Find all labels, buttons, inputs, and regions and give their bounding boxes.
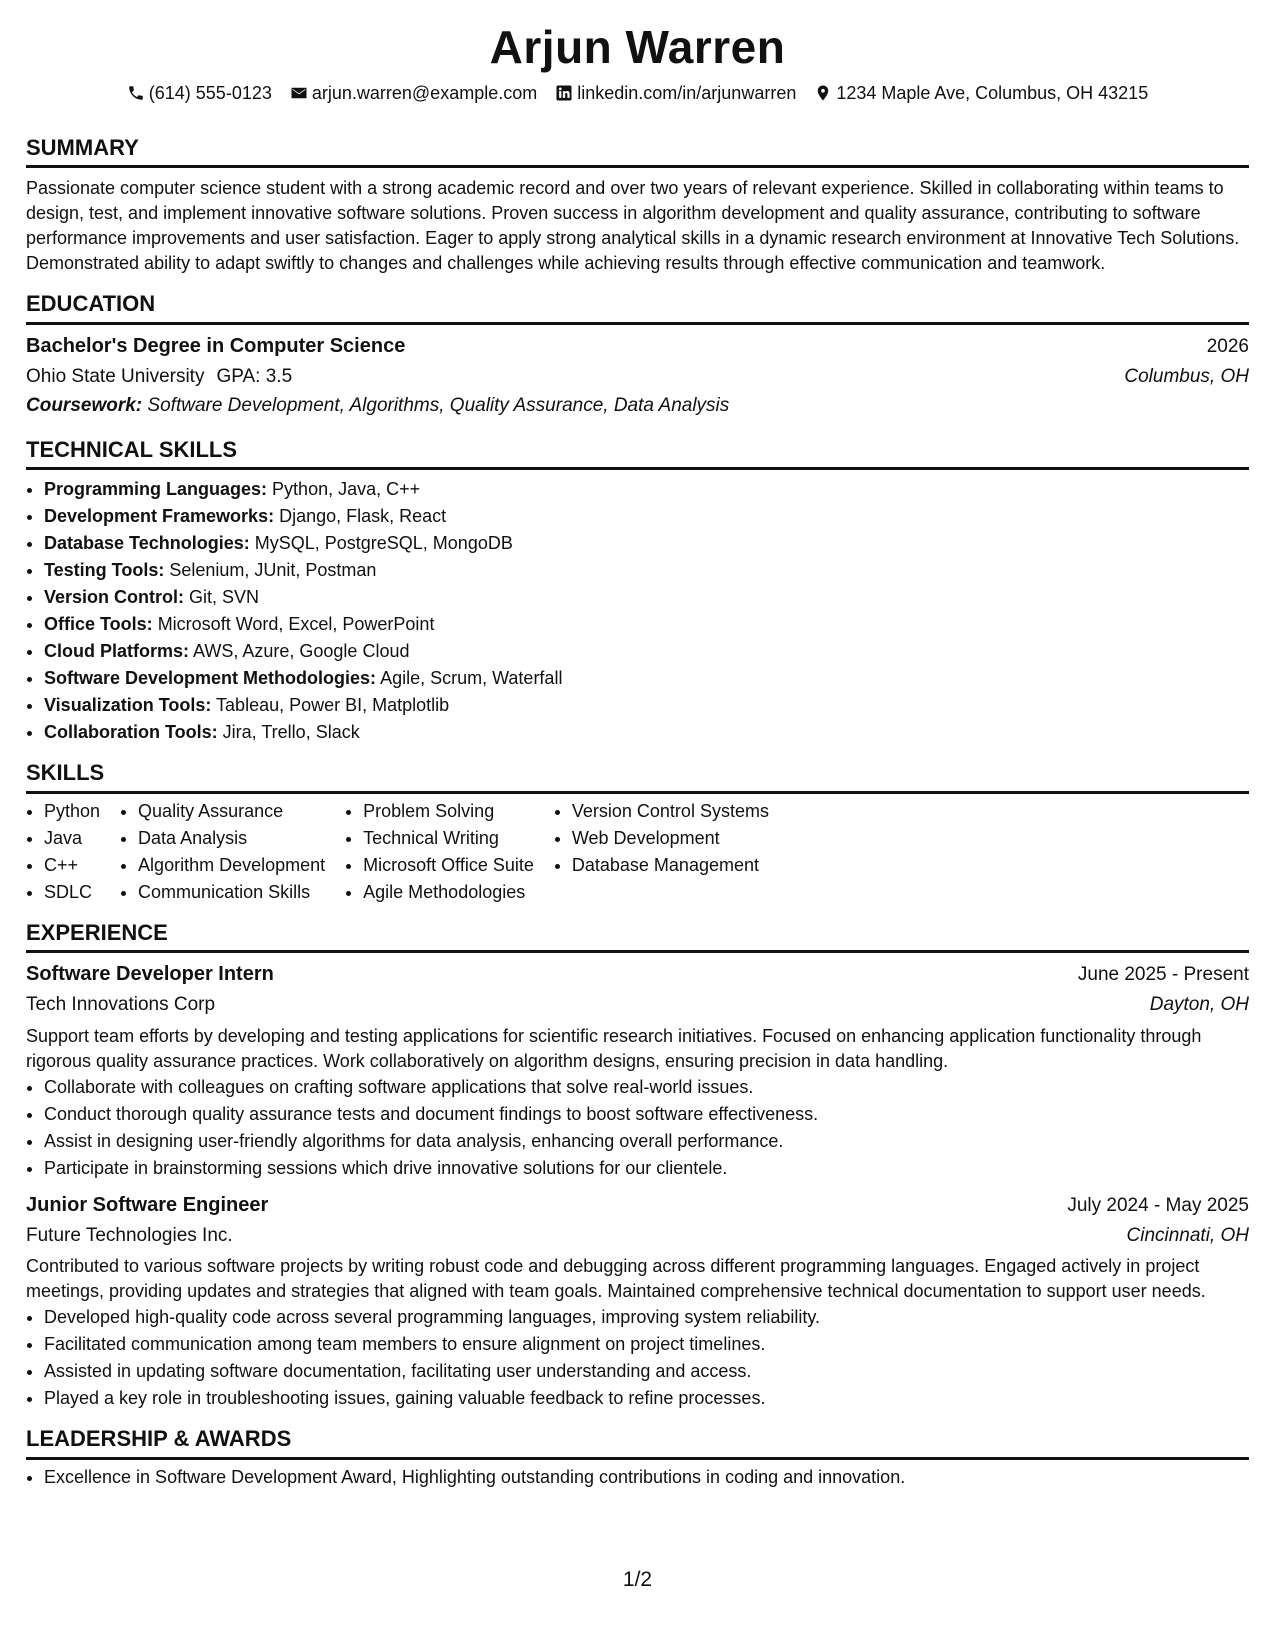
skill-category: Version Control:	[44, 587, 185, 608]
job-dates: July 2024 - May 2025	[1067, 1194, 1249, 1216]
list-item: • Problem Solving	[363, 798, 534, 825]
skill-values: Python, Java, C++	[272, 479, 421, 500]
job-location: Cincinnati, OH	[1126, 1224, 1249, 1246]
list-item: • Microsoft Office Suite	[363, 852, 534, 879]
list-item: • Version Control Systems	[572, 798, 769, 825]
skill-values: Git, SVN	[189, 587, 260, 608]
skill-values: MySQL, PostgreSQL, MongoDB	[254, 533, 513, 554]
school-location: Columbus, OH	[1124, 365, 1249, 387]
skill-category: Office Tools:	[44, 614, 153, 635]
job-bullets	[26, 1304, 1249, 1412]
list-item: • Quality Assurance	[138, 798, 325, 825]
school-name: Ohio State University	[26, 365, 205, 387]
skills-section	[26, 760, 1249, 905]
list-item: • Assisted in updating software documentation, facilitating user understanding and access.	[44, 1358, 1249, 1385]
technical-skills-list	[26, 476, 1249, 746]
phone-text: (614) 555-0123	[148, 82, 272, 103]
list-item	[44, 638, 1249, 665]
list-item: • Played a key role in troubleshooting issues, gaining valuable feedback to refine processes.	[44, 1385, 1249, 1412]
job-header-row	[26, 961, 1249, 988]
coursework-list: Software Development, Algorithms, Quality Assurance, Data Analysis	[147, 395, 730, 417]
list-item	[44, 611, 1249, 638]
skill-category: Testing Tools:	[44, 560, 165, 581]
list-item: • Java	[44, 825, 100, 852]
job-location: Dayton, OH	[1149, 994, 1249, 1016]
list-item	[44, 557, 1249, 584]
list-item	[44, 584, 1249, 611]
skills-heading: SKILLS	[26, 760, 1249, 793]
skill-category: Database Technologies:	[44, 533, 250, 554]
job-description: Support team efforts by developing and testing applications for scientific research initiatives. Focused on enhancing application functionality through rigorous quality assurance practices. Work collaboratively on algorithm designs, ensuring precision in data handling.	[26, 1025, 1202, 1071]
list-item: • Facilitated communication among team members to ensure alignment on project timelines.	[44, 1331, 1249, 1358]
skill-category: Visualization Tools:	[44, 695, 212, 716]
address-text: 1234 Maple Ave, Columbus, OH 43215	[836, 82, 1149, 103]
list-item: • Technical Writing	[363, 825, 534, 852]
technical-skills-heading: TECHNICAL SKILLS	[26, 437, 1249, 470]
contact-bar	[26, 81, 1249, 105]
list-item	[44, 530, 1249, 557]
leadership-heading: LEADERSHIP & AWARDS	[26, 1426, 1249, 1459]
list-item: • C++	[44, 852, 100, 879]
email-text[interactable]: arjun.warren@example.com	[311, 82, 538, 103]
list-item: • Assist in designing user-friendly algorithms for data analysis, enhancing overall performance.	[44, 1128, 1249, 1155]
coursework-label: Coursework:	[26, 395, 143, 417]
list-item	[44, 665, 1249, 692]
job-company: Tech Innovations Corp	[26, 994, 216, 1016]
graduation-year: 2026	[1206, 335, 1249, 357]
coursework	[26, 393, 1249, 419]
job-sub-row	[26, 992, 1249, 1018]
summary-text: Passionate computer science student with a strong academic record and over two years of relevant experience. Skilled in collaborating within teams to design, test, and implement innovative software solutions. Proven success in algorithm development and quality assurance, contributing to software performance improvements and user satisfaction. Eager to apply strong analytical skills in a dynamic research environment at Innovative Tech Solutions. Demonstrated ability to adapt swiftly to changes and challenges while achieving results through effective communication and teamwork.	[26, 178, 1240, 274]
skills-column	[345, 798, 534, 906]
list-item: • SDLC	[44, 879, 100, 906]
page-number: 1/2	[622, 1568, 653, 1591]
linkedin-icon	[555, 84, 573, 102]
resume-page	[26, 0, 1249, 1650]
list-item: • Developed high-quality code across several programming languages, improving system reliability.	[44, 1304, 1249, 1331]
skill-category: Development Frameworks:	[44, 506, 275, 527]
skill-category: Collaboration Tools:	[44, 722, 218, 743]
skill-values: Jira, Trello, Slack	[222, 722, 360, 743]
experience-heading: EXPERIENCE	[26, 920, 1249, 953]
list-item: • Python	[44, 798, 100, 825]
list-item: • Conduct thorough quality assurance tests and document findings to boost software effectiveness.	[44, 1101, 1249, 1128]
list-item: • Data Analysis	[138, 825, 325, 852]
job-bullets	[26, 1074, 1249, 1182]
summary-heading: SUMMARY	[26, 135, 1249, 168]
list-item: • Database Management	[572, 852, 769, 879]
leadership-list	[26, 1464, 1249, 1491]
gpa: GPA: 3.5	[216, 365, 293, 387]
list-item	[44, 503, 1249, 530]
list-item: • Communication Skills	[138, 879, 325, 906]
job-sub-row	[26, 1223, 1249, 1249]
skill-values: Selenium, JUnit, Postman	[169, 560, 377, 581]
contact-linkedin[interactable]	[555, 81, 796, 105]
list-item: • Participate in brainstorming sessions which drive innovative solutions for our clientele.	[44, 1155, 1249, 1182]
job-role: Junior Software Engineer	[26, 1193, 269, 1216]
degree: Bachelor's Degree in Computer Science	[26, 334, 406, 357]
technical-skills-section	[26, 437, 1249, 746]
skill-values: Agile, Scrum, Waterfall	[380, 668, 563, 689]
envelope-icon	[290, 84, 308, 102]
contact-phone	[127, 81, 272, 105]
skill-category: Cloud Platforms:	[44, 641, 190, 662]
education-section	[26, 291, 1249, 419]
school-line	[26, 364, 292, 390]
job-entry	[26, 1192, 1249, 1413]
skill-values: AWS, Azure, Google Cloud	[193, 641, 410, 662]
list-item: • Agile Methodologies	[363, 879, 534, 906]
phone-icon	[127, 84, 145, 102]
skill-values: Tableau, Power BI, Matplotlib	[216, 695, 450, 716]
education-heading: EDUCATION	[26, 291, 1249, 324]
skills-column	[554, 798, 769, 906]
candidate-name: Arjun Warren	[489, 21, 786, 73]
skills-column	[26, 798, 100, 906]
skill-category: Programming Languages:	[44, 479, 268, 500]
job-description: Contributed to various software projects by writing robust code and debugging across different programming languages. Engaged actively in project meetings, providing updates and strategies that aligned with team goals. Maintained comprehensive technical documentation to support user needs.	[26, 1256, 1206, 1302]
job-company: Future Technologies Inc.	[26, 1224, 233, 1246]
linkedin-text[interactable]: linkedin.com/in/arjunwarren	[577, 82, 797, 103]
contact-email[interactable]	[290, 81, 537, 105]
skills-column	[120, 798, 325, 906]
list-item: • Algorithm Development	[138, 852, 325, 879]
skill-values: Django, Flask, React	[279, 506, 447, 527]
job-entry	[26, 961, 1249, 1182]
list-item: • Web Development	[572, 825, 769, 852]
skill-category: Software Development Methodologies:	[44, 668, 377, 689]
job-dates: June 2025 - Present	[1077, 964, 1249, 986]
job-header-row	[26, 1192, 1249, 1219]
skill-values: Microsoft Word, Excel, PowerPoint	[157, 614, 435, 635]
list-item: • Collaborate with colleagues on crafting software applications that solve real-world issues.	[44, 1074, 1249, 1101]
list-item	[44, 719, 1249, 746]
job-role: Software Developer Intern	[26, 963, 274, 986]
summary-section	[26, 135, 1249, 276]
contact-address	[814, 81, 1148, 105]
experience-section	[26, 920, 1249, 1413]
list-item: • Excellence in Software Development Award, Highlighting outstanding contributions in coding and innovation.	[44, 1464, 1249, 1491]
leadership-section	[26, 1426, 1249, 1490]
skills-grid	[26, 798, 1249, 906]
list-item	[44, 692, 1249, 719]
list-item	[44, 476, 1249, 503]
map-pin-icon	[814, 84, 832, 102]
education-sub-row	[26, 364, 1249, 390]
education-header-row	[26, 333, 1249, 360]
